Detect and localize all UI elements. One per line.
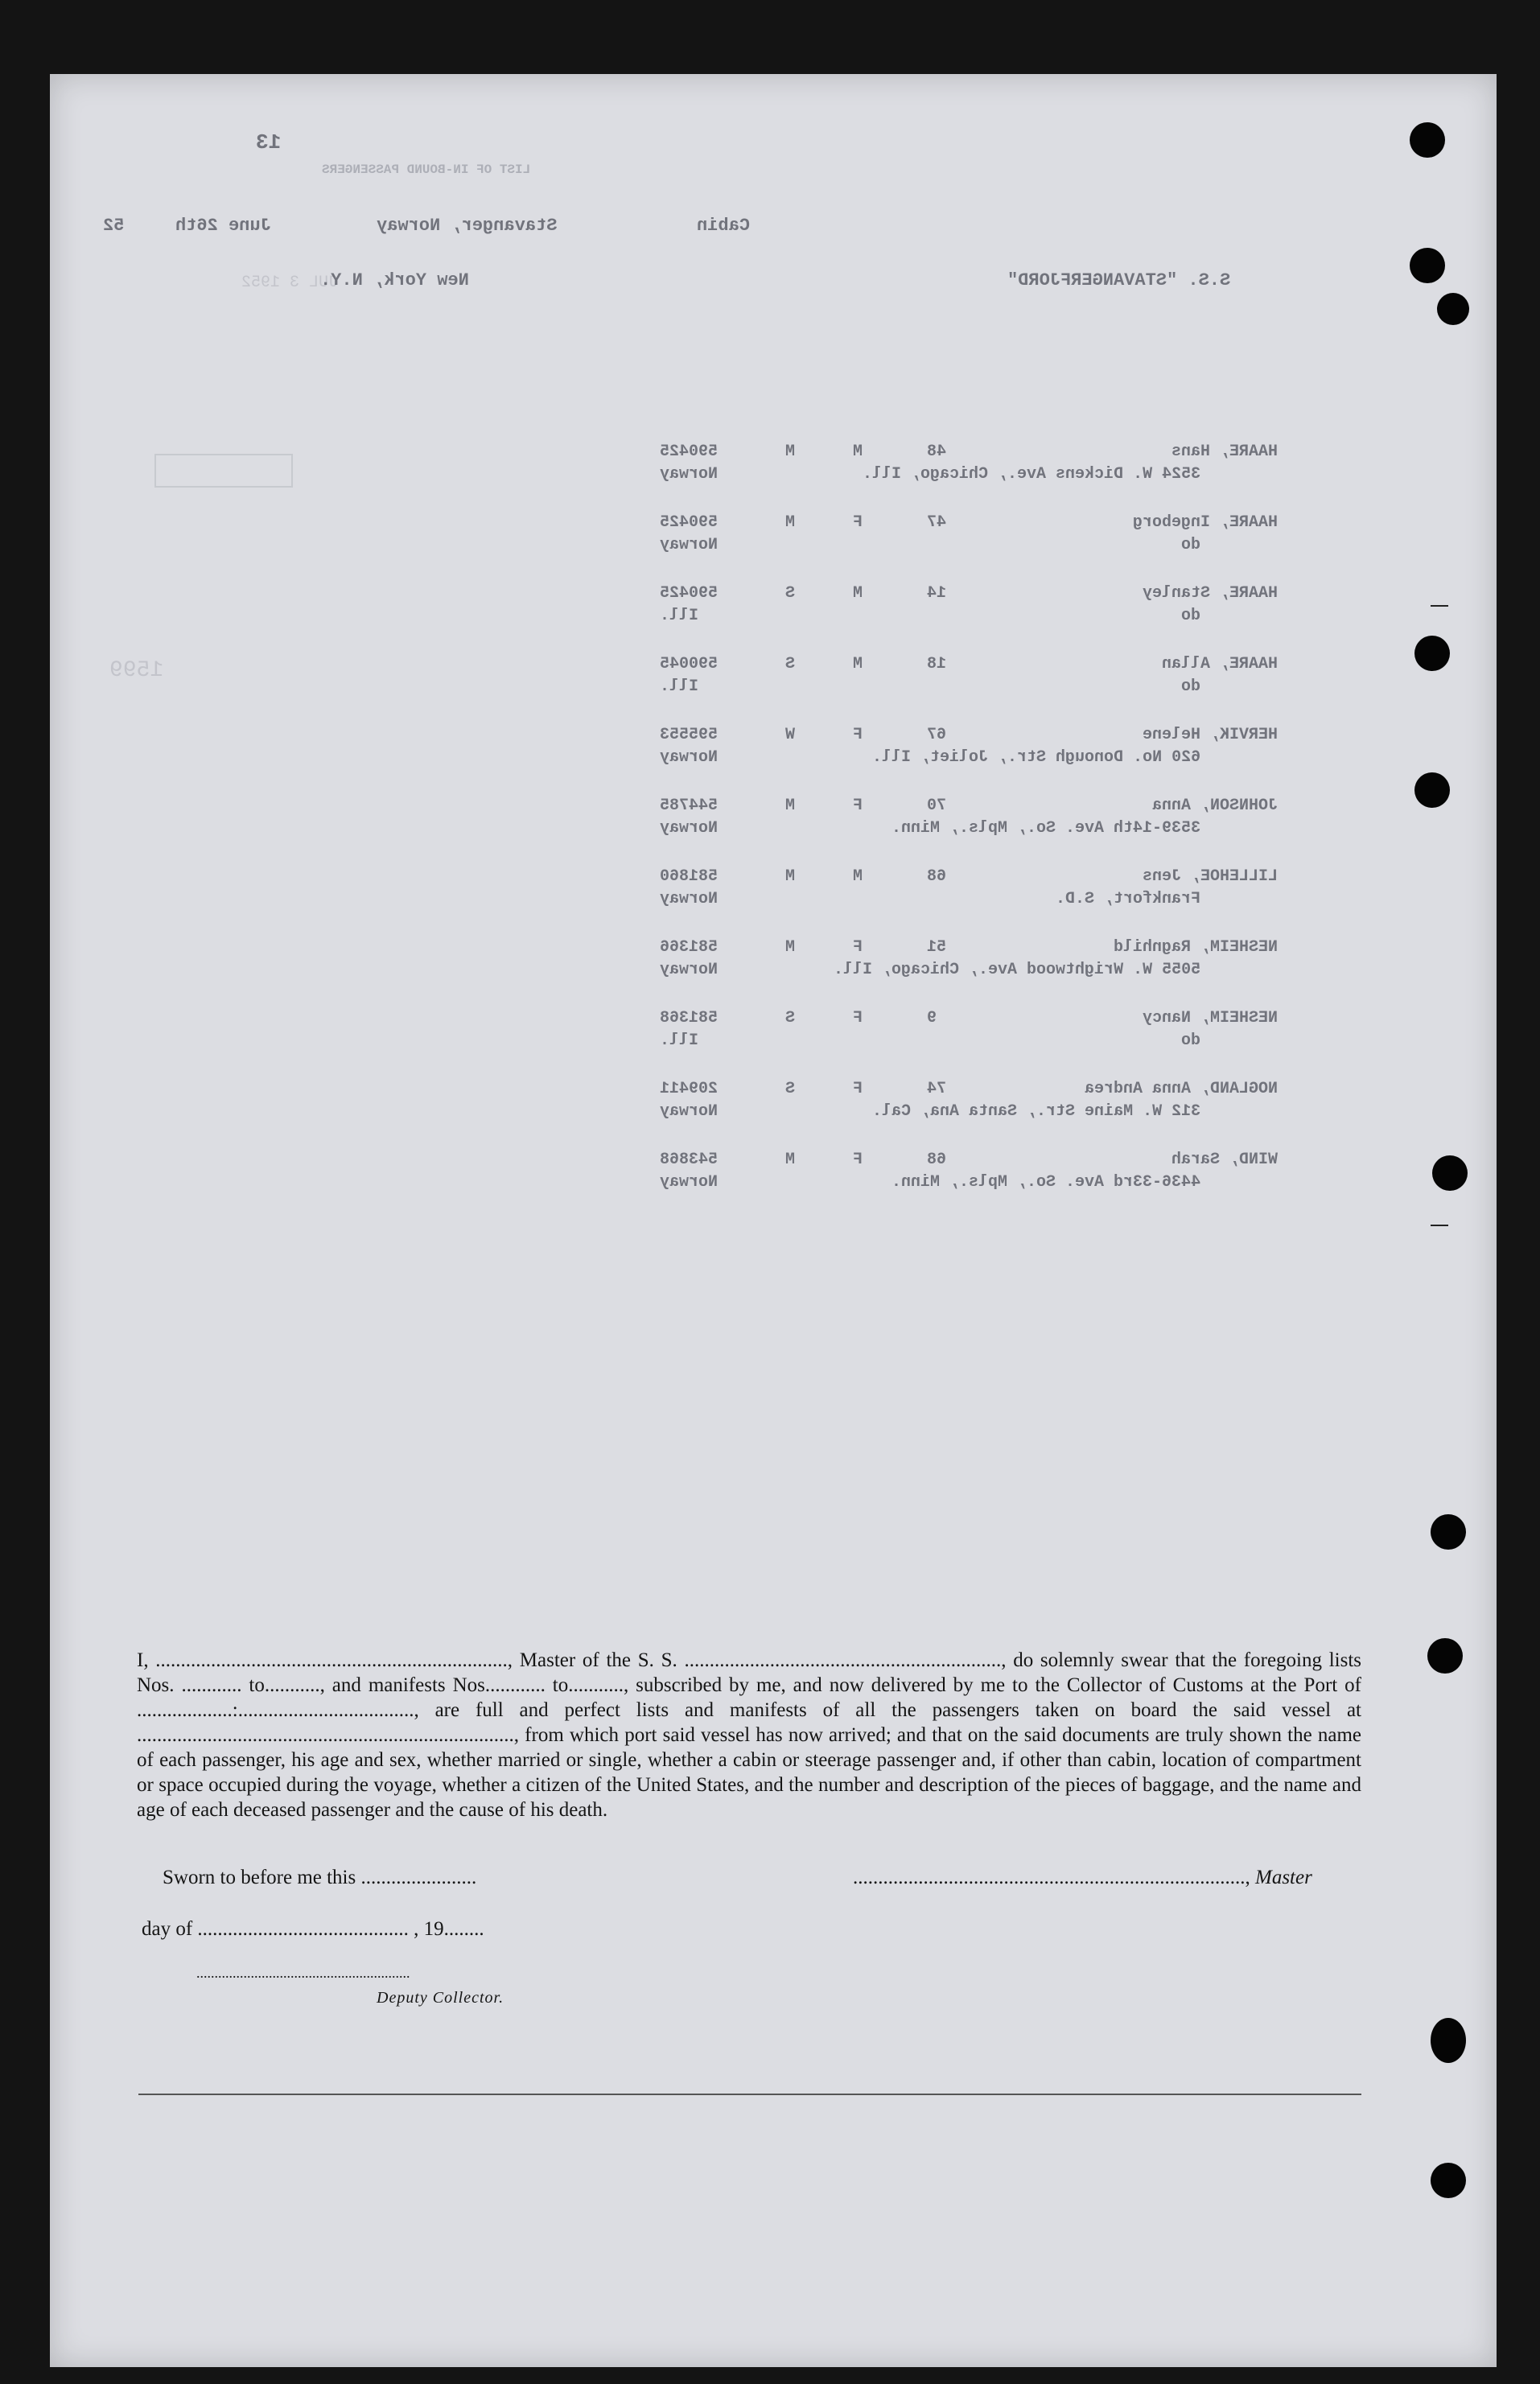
master-dots: .............................................................................., <box>853 1867 1255 1888</box>
ghost-date-stamp: JUL 3 1952 <box>241 274 339 292</box>
passenger-sex: M <box>853 655 863 673</box>
passenger-number: 590425 <box>660 584 719 603</box>
year-mark: 52 <box>103 216 125 236</box>
passenger-sex: F <box>853 726 863 744</box>
margin-tick <box>1431 605 1448 607</box>
departure-port: Stavanger, Norway <box>377 216 558 236</box>
passenger-name: NOGLAND, Anna Andrea <box>1084 1080 1278 1098</box>
master-label: Master <box>1255 1867 1312 1888</box>
passenger-age: 70 <box>927 797 947 815</box>
passenger-name: LILLEHOE, Jens <box>1142 867 1278 886</box>
passenger-sex: F <box>853 1080 863 1098</box>
passenger-age: 47 <box>927 513 947 532</box>
list-title: LIST OF IN-BOUND PASSENGERS <box>322 163 531 177</box>
passenger-sex: M <box>853 867 863 886</box>
passenger-name: HERVIK, Helene <box>1142 726 1278 744</box>
binder-hole <box>1431 2163 1466 2198</box>
passenger-number: 209411 <box>660 1080 719 1098</box>
passenger-address: do <box>1180 1031 1200 1050</box>
passenger-name: NESHEIM, Nancy <box>1142 1009 1278 1027</box>
passenger-marital: M <box>785 1151 796 1169</box>
passenger-country: Norway <box>660 465 719 484</box>
passenger-marital: S <box>785 1009 796 1027</box>
deputy-signature-line: ........................................................... <box>196 1965 410 1981</box>
passenger-address: 620 No. Donough Str., Joliet, Ill. <box>871 748 1200 767</box>
passenger-name: HAARE, Stanley <box>1142 584 1278 603</box>
binder-hole <box>1437 293 1469 325</box>
passenger-sex: M <box>853 443 863 461</box>
passenger-number: 581368 <box>660 1009 719 1027</box>
class-label: Cabin <box>697 216 751 236</box>
passenger-age: 48 <box>927 443 947 461</box>
departure-date: June 26th <box>175 216 271 236</box>
passenger-number: 544785 <box>660 797 719 815</box>
passenger-name: HAARE, Ingeborg <box>1132 513 1278 532</box>
passenger-sex: F <box>853 938 863 957</box>
passenger-country: Norway <box>660 1173 719 1192</box>
passenger-address: do <box>1180 607 1200 625</box>
passenger-age: 68 <box>927 867 947 886</box>
passenger-sex: M <box>853 584 863 603</box>
passenger-name: WIND, Sarah <box>1171 1151 1278 1169</box>
binder-hole <box>1431 2018 1466 2063</box>
passenger-number: 590045 <box>660 655 719 673</box>
passenger-country: Ill. <box>660 1031 699 1050</box>
day-of-line: day of .......................................... , 19........ <box>142 1918 484 1940</box>
passenger-address: Frankfort, S.D. <box>1055 890 1200 908</box>
passenger-number: 543868 <box>660 1151 719 1169</box>
arrival-port: New York, N.Y. <box>320 270 469 290</box>
passenger-age: 67 <box>927 726 947 744</box>
passenger-sex: F <box>853 513 863 532</box>
oath-text: I, ......................................................................, Master of the S. S. ..............................................................., do solemnly swear that the foregoing lists Nos. ............ to..........., and manifests Nos............ to..........., subscribed by me, and now delivered by me to the Collector of Customs at the Port of ...................:..................................., are full and perfect lists and manifests of all the passengers taken on board the said vessel at ..........................................................................., from which port said vessel has now arrived; and that on the said documents are truly shown the name of each passenger, his age and sex, whether married or single, whether a cabin or steerage passenger and, if other than cabin, location of compartment or space occupied during the voyage, whether a citizen of the United States, and the number and description of the pieces of baggage, and the name and age of each deceased passenger and the cause of his death. <box>137 1649 1361 1821</box>
passenger-number: 590425 <box>660 443 719 461</box>
passenger-marital: M <box>785 443 796 461</box>
passenger-sex: F <box>853 1151 863 1169</box>
faint-stamp-box <box>154 454 293 488</box>
passenger-marital: S <box>785 1080 796 1098</box>
passenger-number: 581366 <box>660 938 719 957</box>
passenger-address: do <box>1180 677 1200 696</box>
passenger-sex: F <box>853 1009 863 1027</box>
passenger-name: NESHEIM, Ragnhild <box>1113 938 1278 957</box>
passenger-country: Ill. <box>660 677 699 696</box>
passenger-number: 590425 <box>660 513 719 532</box>
binder-hole <box>1431 1514 1466 1550</box>
master-signature-line <box>853 1867 1312 1889</box>
passenger-marital: M <box>785 513 796 532</box>
ghost-stamp-mark: 1599 <box>109 658 164 683</box>
page-number: 13 <box>256 130 282 154</box>
passenger-marital: S <box>785 655 796 673</box>
passenger-age: 18 <box>927 655 947 673</box>
passenger-name: HAARE, Allan <box>1161 655 1278 673</box>
binder-hole <box>1432 1155 1468 1191</box>
sworn-line: Sworn to before me this ....................... <box>163 1867 477 1888</box>
passenger-age: 14 <box>927 584 947 603</box>
passenger-address: 312 W. Maine Str., Santa Ana, Cal. <box>871 1102 1200 1121</box>
passenger-country: Norway <box>660 536 719 554</box>
passenger-address: 3524 W. Dickens Ave., Chicago, Ill. <box>862 465 1200 484</box>
binder-hole <box>1410 248 1445 283</box>
passenger-age: 74 <box>927 1080 947 1098</box>
passenger-name: HAARE, Hans <box>1171 443 1278 461</box>
passenger-address: do <box>1180 536 1200 554</box>
passenger-age: 68 <box>927 1151 947 1169</box>
passenger-country: Ill. <box>660 607 699 625</box>
passenger-country: Norway <box>660 961 719 979</box>
deputy-collector-label: Deputy Collector. <box>377 1989 504 2007</box>
passenger-country: Norway <box>660 748 719 767</box>
passenger-age: 9 <box>927 1009 937 1027</box>
passenger-age: 51 <box>927 938 947 957</box>
passenger-address: 4436-33rd Ave. So., Mpls., Minn. <box>891 1173 1200 1192</box>
passenger-country: Norway <box>660 1102 719 1121</box>
ship-name: S.S. "STAVANGERFJORD" <box>1007 270 1231 290</box>
passenger-marital: M <box>785 797 796 815</box>
passenger-address: 5055 W. Wrightwood Ave., Chicago, Ill. <box>833 961 1200 979</box>
passenger-marital: W <box>785 726 796 744</box>
passenger-sex: F <box>853 797 863 815</box>
passenger-name: JOHNSON, Anna <box>1151 797 1278 815</box>
passenger-number: 581860 <box>660 867 719 886</box>
passenger-marital: S <box>785 584 796 603</box>
passenger-address: 3539-14th Ave. So., Mpls., Minn. <box>891 819 1200 838</box>
passenger-marital: M <box>785 938 796 957</box>
binder-hole <box>1414 772 1450 808</box>
passenger-number: 595553 <box>660 726 719 744</box>
passenger-country: Norway <box>660 890 719 908</box>
oath-paragraph <box>137 1648 1361 1822</box>
manifest-sheet <box>50 74 1497 2367</box>
binder-hole <box>1410 122 1445 158</box>
passenger-country: Norway <box>660 819 719 838</box>
passenger-marital: M <box>785 867 796 886</box>
binder-hole <box>1427 1638 1463 1674</box>
margin-tick <box>1431 1225 1448 1226</box>
binder-hole <box>1414 636 1450 671</box>
bottom-rule <box>138 2094 1361 2095</box>
